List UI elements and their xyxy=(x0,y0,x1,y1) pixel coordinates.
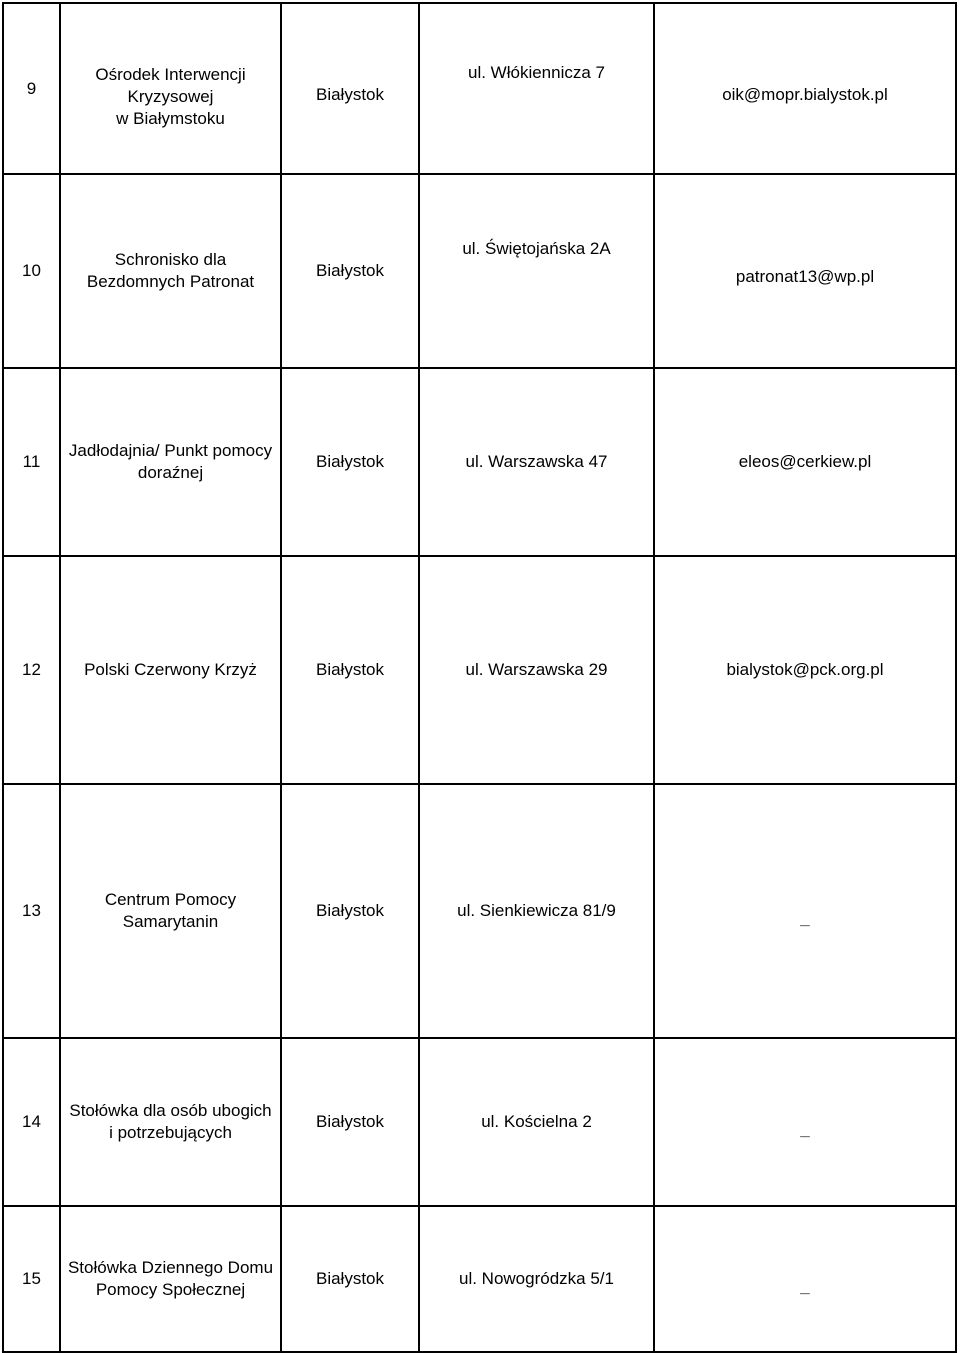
email: patronat13@wp.pl xyxy=(654,174,956,368)
row-number: 9 xyxy=(3,3,60,174)
institutions-table xyxy=(2,2,957,1353)
city: Białystok xyxy=(281,556,419,784)
institution-name: Polski Czerwony Krzyż xyxy=(60,556,281,784)
city: Białystok xyxy=(281,368,419,556)
row-number: 10 xyxy=(3,174,60,368)
email: oik@mopr.bialystok.pl xyxy=(654,3,956,174)
row-number: 13 xyxy=(3,784,60,1038)
row-number: 15 xyxy=(3,1206,60,1352)
institution-name: Centrum Pomocy Samarytanin xyxy=(60,784,281,1038)
table-row xyxy=(3,174,956,368)
city: Białystok xyxy=(281,1038,419,1206)
table-row xyxy=(3,3,956,174)
institution-name: Stołówka dla osób ubogich i potrzebujących xyxy=(60,1038,281,1206)
institution-name: Stołówka Dziennego Domu Pomocy Społecznej xyxy=(60,1206,281,1352)
row-number: 14 xyxy=(3,1038,60,1206)
address: ul. Świętojańska 2A xyxy=(419,174,654,368)
address: ul. Warszawska 47 xyxy=(419,368,654,556)
table-row xyxy=(3,368,956,556)
city: Białystok xyxy=(281,1206,419,1352)
dash-placeholder: _ xyxy=(800,1120,810,1139)
address: ul. Nowogródzka 5/1 xyxy=(419,1206,654,1352)
email xyxy=(654,1206,956,1352)
city: Białystok xyxy=(281,174,419,368)
email xyxy=(654,784,956,1038)
city: Białystok xyxy=(281,3,419,174)
address: ul. Sienkiewicza 81/9 xyxy=(419,784,654,1038)
email: bialystok@pck.org.pl xyxy=(654,556,956,784)
address: ul. Kościelna 2 xyxy=(419,1038,654,1206)
table-row xyxy=(3,784,956,1038)
table-row xyxy=(3,1038,956,1206)
institution-name: Schronisko dla Bezdomnych Patronat xyxy=(60,174,281,368)
dash-placeholder: _ xyxy=(800,1277,810,1296)
email: eleos@cerkiew.pl xyxy=(654,368,956,556)
address: ul. Warszawska 29 xyxy=(419,556,654,784)
email xyxy=(654,1038,956,1206)
address: ul. Włókiennicza 7 xyxy=(419,3,654,174)
dash-placeholder: _ xyxy=(800,909,810,928)
row-number: 12 xyxy=(3,556,60,784)
institution-name: Jadłodajnia/ Punkt pomocy doraźnej xyxy=(60,368,281,556)
city: Białystok xyxy=(281,784,419,1038)
table-row xyxy=(3,556,956,784)
table-row xyxy=(3,1206,956,1352)
row-number: 11 xyxy=(3,368,60,556)
institution-name: Ośrodek Interwencji Kryzysowej w Białymstoku xyxy=(60,3,281,174)
